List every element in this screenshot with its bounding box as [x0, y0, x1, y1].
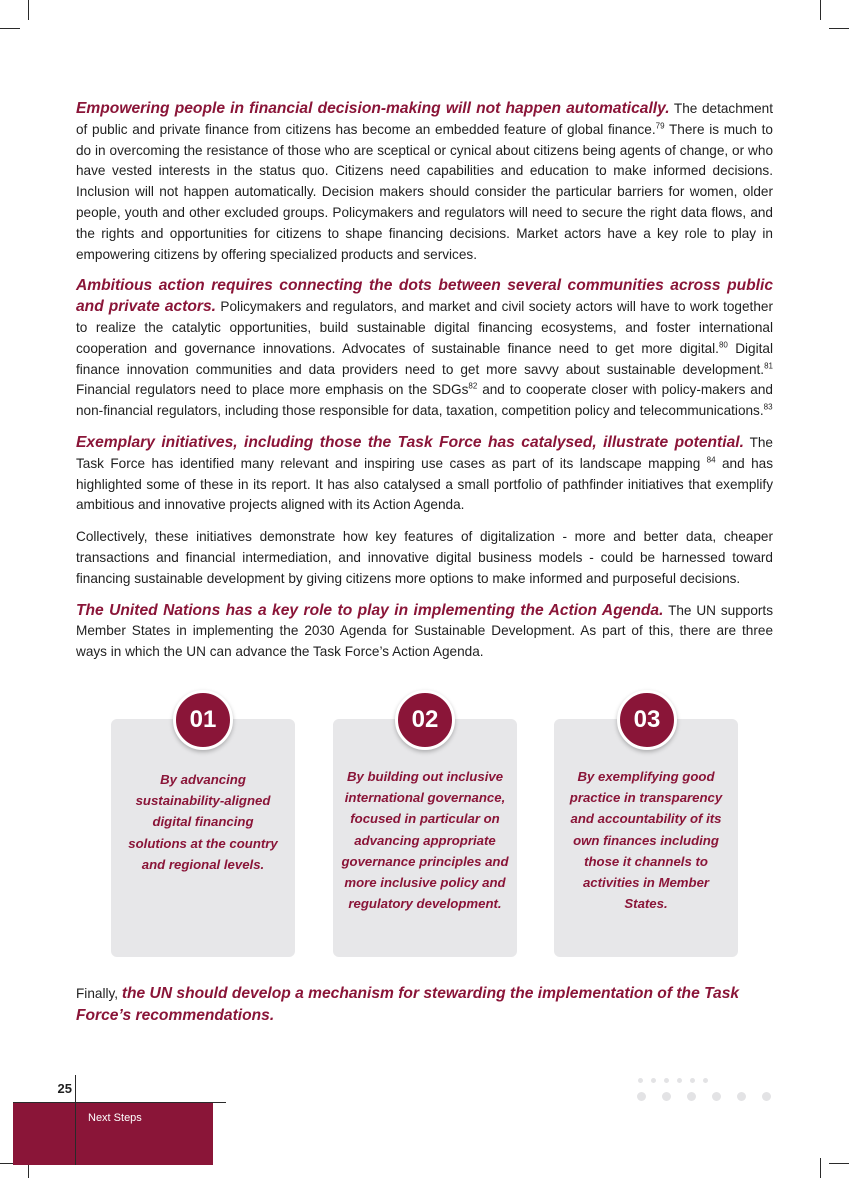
paragraph-text: The detachment of public and private finance from citizens has become an embedded feature of global finance. — [76, 101, 773, 137]
paragraph-united-nations — [76, 601, 773, 663]
crop-mark — [820, 1158, 821, 1178]
badge-03: 03 — [617, 690, 677, 750]
dot — [703, 1078, 708, 1083]
badge-01: 01 — [173, 690, 233, 750]
crop-mark — [28, 0, 29, 20]
paragraph-text: Collectively, these initiatives demonstrate how key features of digitalization - more and better data, cheaper transactions and financial intermediation, and innovative digital business models - could be harnessed toward financing sustainable development by giving citizens more options to make informed and purposeful decisions. — [76, 529, 773, 586]
paragraph-text: Policymakers and regulators, and market and civil society actors will have to work together to realize the catalytic opportunities, build sustainable digital financing ecosystems, and foster international cooperation and governance innovations. Advocates of sustainable finance need to get more digital. — [76, 299, 773, 356]
dot — [651, 1078, 656, 1083]
paragraph-lead: Ambitious action requires connecting the dots between several communities across public and private actors. — [76, 277, 773, 316]
dot — [637, 1092, 646, 1101]
footnote-ref: 81 — [764, 361, 773, 371]
paragraph-lead: Empowering people in financial decision-making will not happen automatically. — [76, 100, 670, 117]
paragraph-text: There is much to do in overcoming the resistance of those who are sceptical or cynical about citizens being agents of change, or who have vested interests in the status quo. Citizens need capabilities and education to make informed decisions. Inclusion will not happen automatically. Decision makers should consider the particular barriers for women, older people, youth and other excluded groups. Policymakers and regulators will need to secure the right data flows, and the rights and opportunities for citizens to shape financing decisions. Market actors have a key role to play in empowering citizens by offering specialized products and services. — [76, 121, 773, 262]
card-text: By advancing sustainability-aligned digital financing solutions at the country and regional levels. — [128, 772, 278, 872]
paragraph-collectively — [76, 527, 773, 589]
crop-mark — [820, 0, 821, 20]
crop-mark — [0, 28, 20, 29]
paragraph-text: and to cooperate closer with policy-makers and non-financial regulators, including those responsible for data, taxation, competition policy and telecommunications. — [76, 382, 773, 419]
dot — [687, 1092, 696, 1101]
dot — [737, 1092, 746, 1101]
badge-02: 02 — [395, 690, 455, 750]
paragraph-empowering — [76, 99, 773, 265]
footnote-ref: 80 — [718, 340, 728, 350]
footer-section-label: Next Steps — [88, 1112, 142, 1124]
paragraph-text: The UN supports Member States in implementing the 2030 Agenda for Sustainable Development. As part of this, there are three ways in which the UN can advance the Task Force’s Action Agenda. — [76, 602, 773, 660]
dot — [762, 1092, 771, 1101]
footnote-ref: 84 — [706, 455, 716, 465]
footnote-ref: 83 — [763, 402, 773, 412]
dot — [638, 1078, 643, 1083]
paragraph-exemplary — [76, 433, 773, 516]
footer-rule — [13, 1102, 226, 1103]
dot — [677, 1078, 682, 1083]
footnote-ref: 82 — [468, 381, 478, 391]
paragraph-text: and has highlighted some of these in its report. It has also catalysed a small portfolio of pathfinder initiatives that exemplify ambitious and innovative projects aligned with its Action Agenda. — [76, 455, 773, 513]
dot — [712, 1092, 721, 1101]
closing-statement — [76, 983, 756, 1027]
closing-prefix: Finally, — [76, 986, 122, 1001]
card-01 — [111, 719, 295, 957]
paragraph-lead: Exemplary initiatives, including those the Task Force has catalysed, illustrate potential. — [76, 433, 744, 451]
crop-mark — [829, 1163, 849, 1164]
paragraph-text: Financial regulators need to place more emphasis on the SDGs — [76, 382, 469, 398]
card-text: By building out inclusive international governance, focused in particular on advancing appropriate governance principles and more inclusive policy and regulatory development. — [341, 769, 509, 912]
paragraph-text: Digital finance innovation communities and data providers need to get more savvy about sustainable development. — [76, 340, 773, 377]
page-number: 25 — [57, 1081, 72, 1096]
crop-mark — [829, 28, 849, 29]
paragraph-ambitious — [76, 276, 773, 422]
card-02 — [333, 719, 517, 957]
paragraph-text: The Task Force has identified many relevant and inspiring use cases as part of its landscape mapping — [76, 434, 773, 471]
dot — [664, 1078, 669, 1083]
dot — [690, 1078, 695, 1083]
paragraph-lead: The United Nations has a key role to play in implementing the Action Agenda. — [76, 601, 664, 619]
footer-divider — [75, 1075, 76, 1165]
body-text — [76, 99, 773, 674]
footnote-ref: 79 — [655, 121, 665, 131]
closing-emphasis: the UN should develop a mechanism for stewarding the implementation of the Task Force’s recommendations. — [76, 985, 740, 1024]
card-03 — [554, 719, 738, 957]
card-text: By exemplifying good practice in transparency and accountability of its own finances including those it channels to activities in Member States. — [569, 769, 723, 912]
dot — [662, 1092, 671, 1101]
